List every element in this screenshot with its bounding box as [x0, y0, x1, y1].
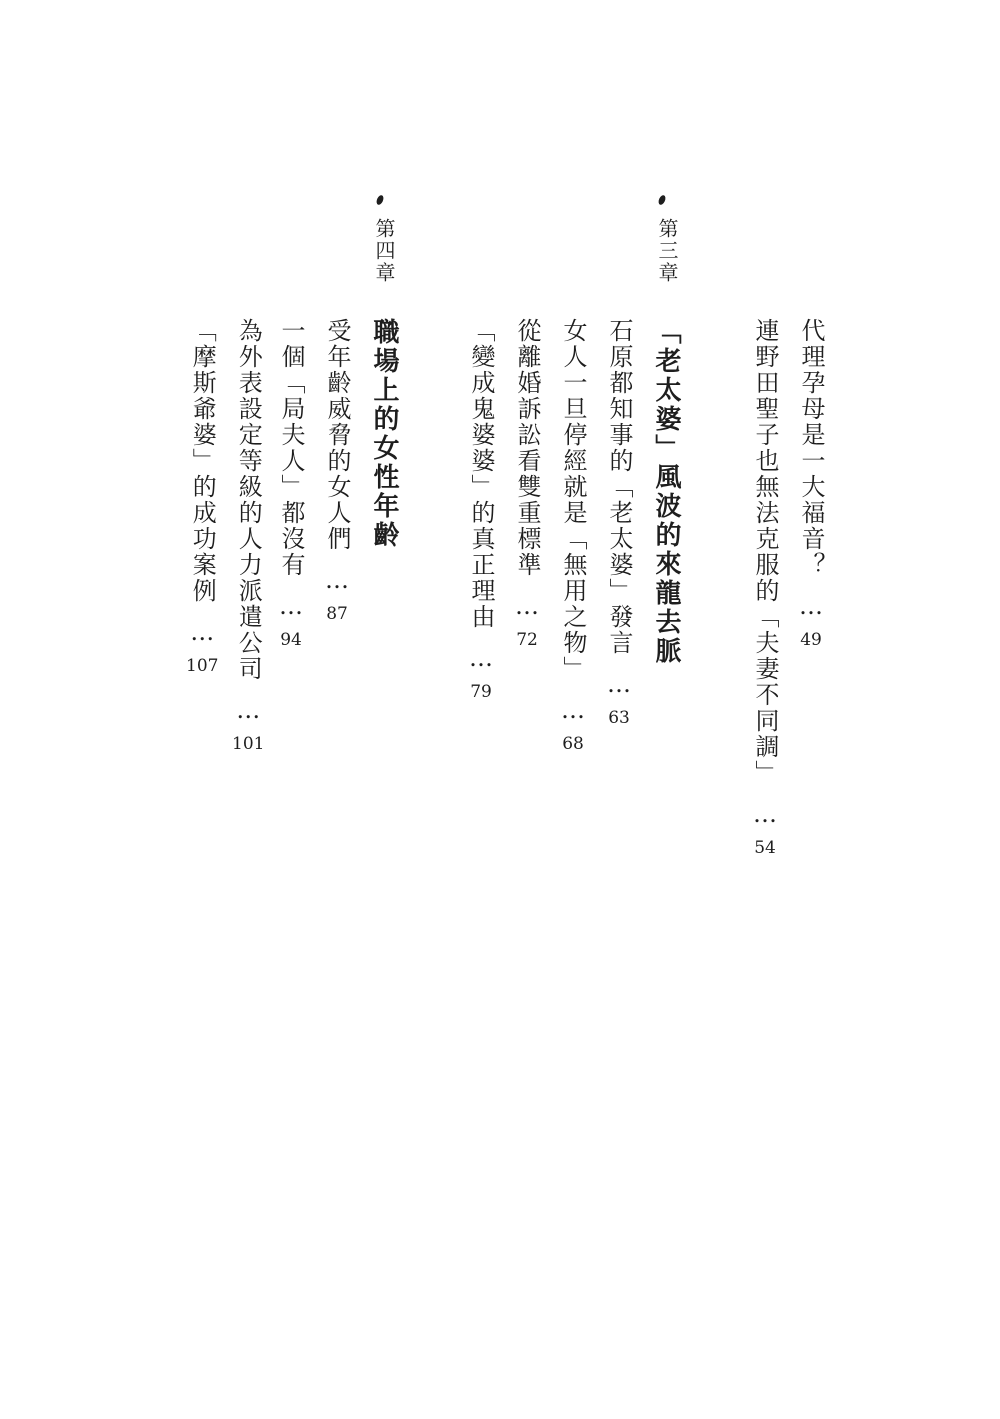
toc-entry[interactable] — [753, 318, 777, 857]
toc-entry[interactable] — [279, 318, 303, 649]
page-number: 79 — [470, 682, 492, 702]
leader-dots: … — [797, 592, 825, 620]
page-number: 87 — [326, 604, 348, 624]
toc-entry[interactable] — [607, 318, 631, 727]
leader-dots: … — [188, 618, 217, 646]
toc-entry[interactable] — [469, 318, 493, 701]
entry-title: 女人一旦停經就是「無用之物」 — [559, 318, 587, 682]
toc-entry[interactable] — [325, 318, 349, 623]
chapter-label: 第四章 — [372, 218, 396, 284]
chapter-bullet-icon — [375, 194, 385, 206]
page-number: 101 — [232, 734, 265, 754]
entry-title: 「摩斯爺婆」的成功案例 — [188, 318, 217, 604]
toc-entry[interactable] — [186, 318, 218, 675]
chapter-title[interactable]: 職場上的女性年齡 — [369, 318, 399, 550]
page-number: 63 — [608, 708, 630, 728]
toc-entry[interactable] — [561, 318, 585, 753]
page-number: 107 — [186, 656, 219, 676]
entry-title: 一個「局夫人」都沒有 — [277, 318, 305, 578]
chapter-bullet-icon — [657, 194, 667, 206]
toc-entry[interactable] — [515, 318, 539, 649]
leader-dots: … — [751, 800, 779, 828]
toc-entry[interactable] — [799, 318, 823, 649]
page-number: 49 — [800, 630, 822, 650]
entry-title: 為外表設定等級的人力派遣公司 — [234, 318, 263, 682]
entry-title: 從離婚訴訟看雙重標準 — [513, 318, 541, 578]
entry-title: 石原都知事的「老太婆」發言 — [605, 318, 633, 656]
leader-dots: … — [277, 592, 305, 620]
entry-title: 代理孕母是一大福音？ — [797, 318, 825, 578]
leader-dots: … — [513, 592, 541, 620]
leader-dots: … — [559, 696, 587, 724]
page-number: 54 — [754, 838, 776, 858]
page-number: 72 — [516, 630, 538, 650]
leader-dots: … — [605, 670, 633, 698]
leader-dots: … — [323, 566, 351, 594]
leader-dots: … — [467, 644, 495, 672]
entry-title: 「變成鬼婆婆」的真正理由 — [467, 318, 495, 630]
chapter-title[interactable]: 「老太婆」風波的來龍去脈 — [651, 318, 681, 666]
page-number: 68 — [562, 734, 584, 754]
leader-dots: … — [234, 696, 263, 724]
entry-title: 受年齡威脅的女人們 — [323, 318, 351, 552]
toc-entry[interactable] — [232, 318, 264, 753]
page-number: 94 — [280, 630, 302, 650]
entry-title: 連野田聖子也無法克服的「夫妻不同調」 — [751, 318, 779, 786]
chapter-label: 第三章 — [655, 218, 679, 284]
